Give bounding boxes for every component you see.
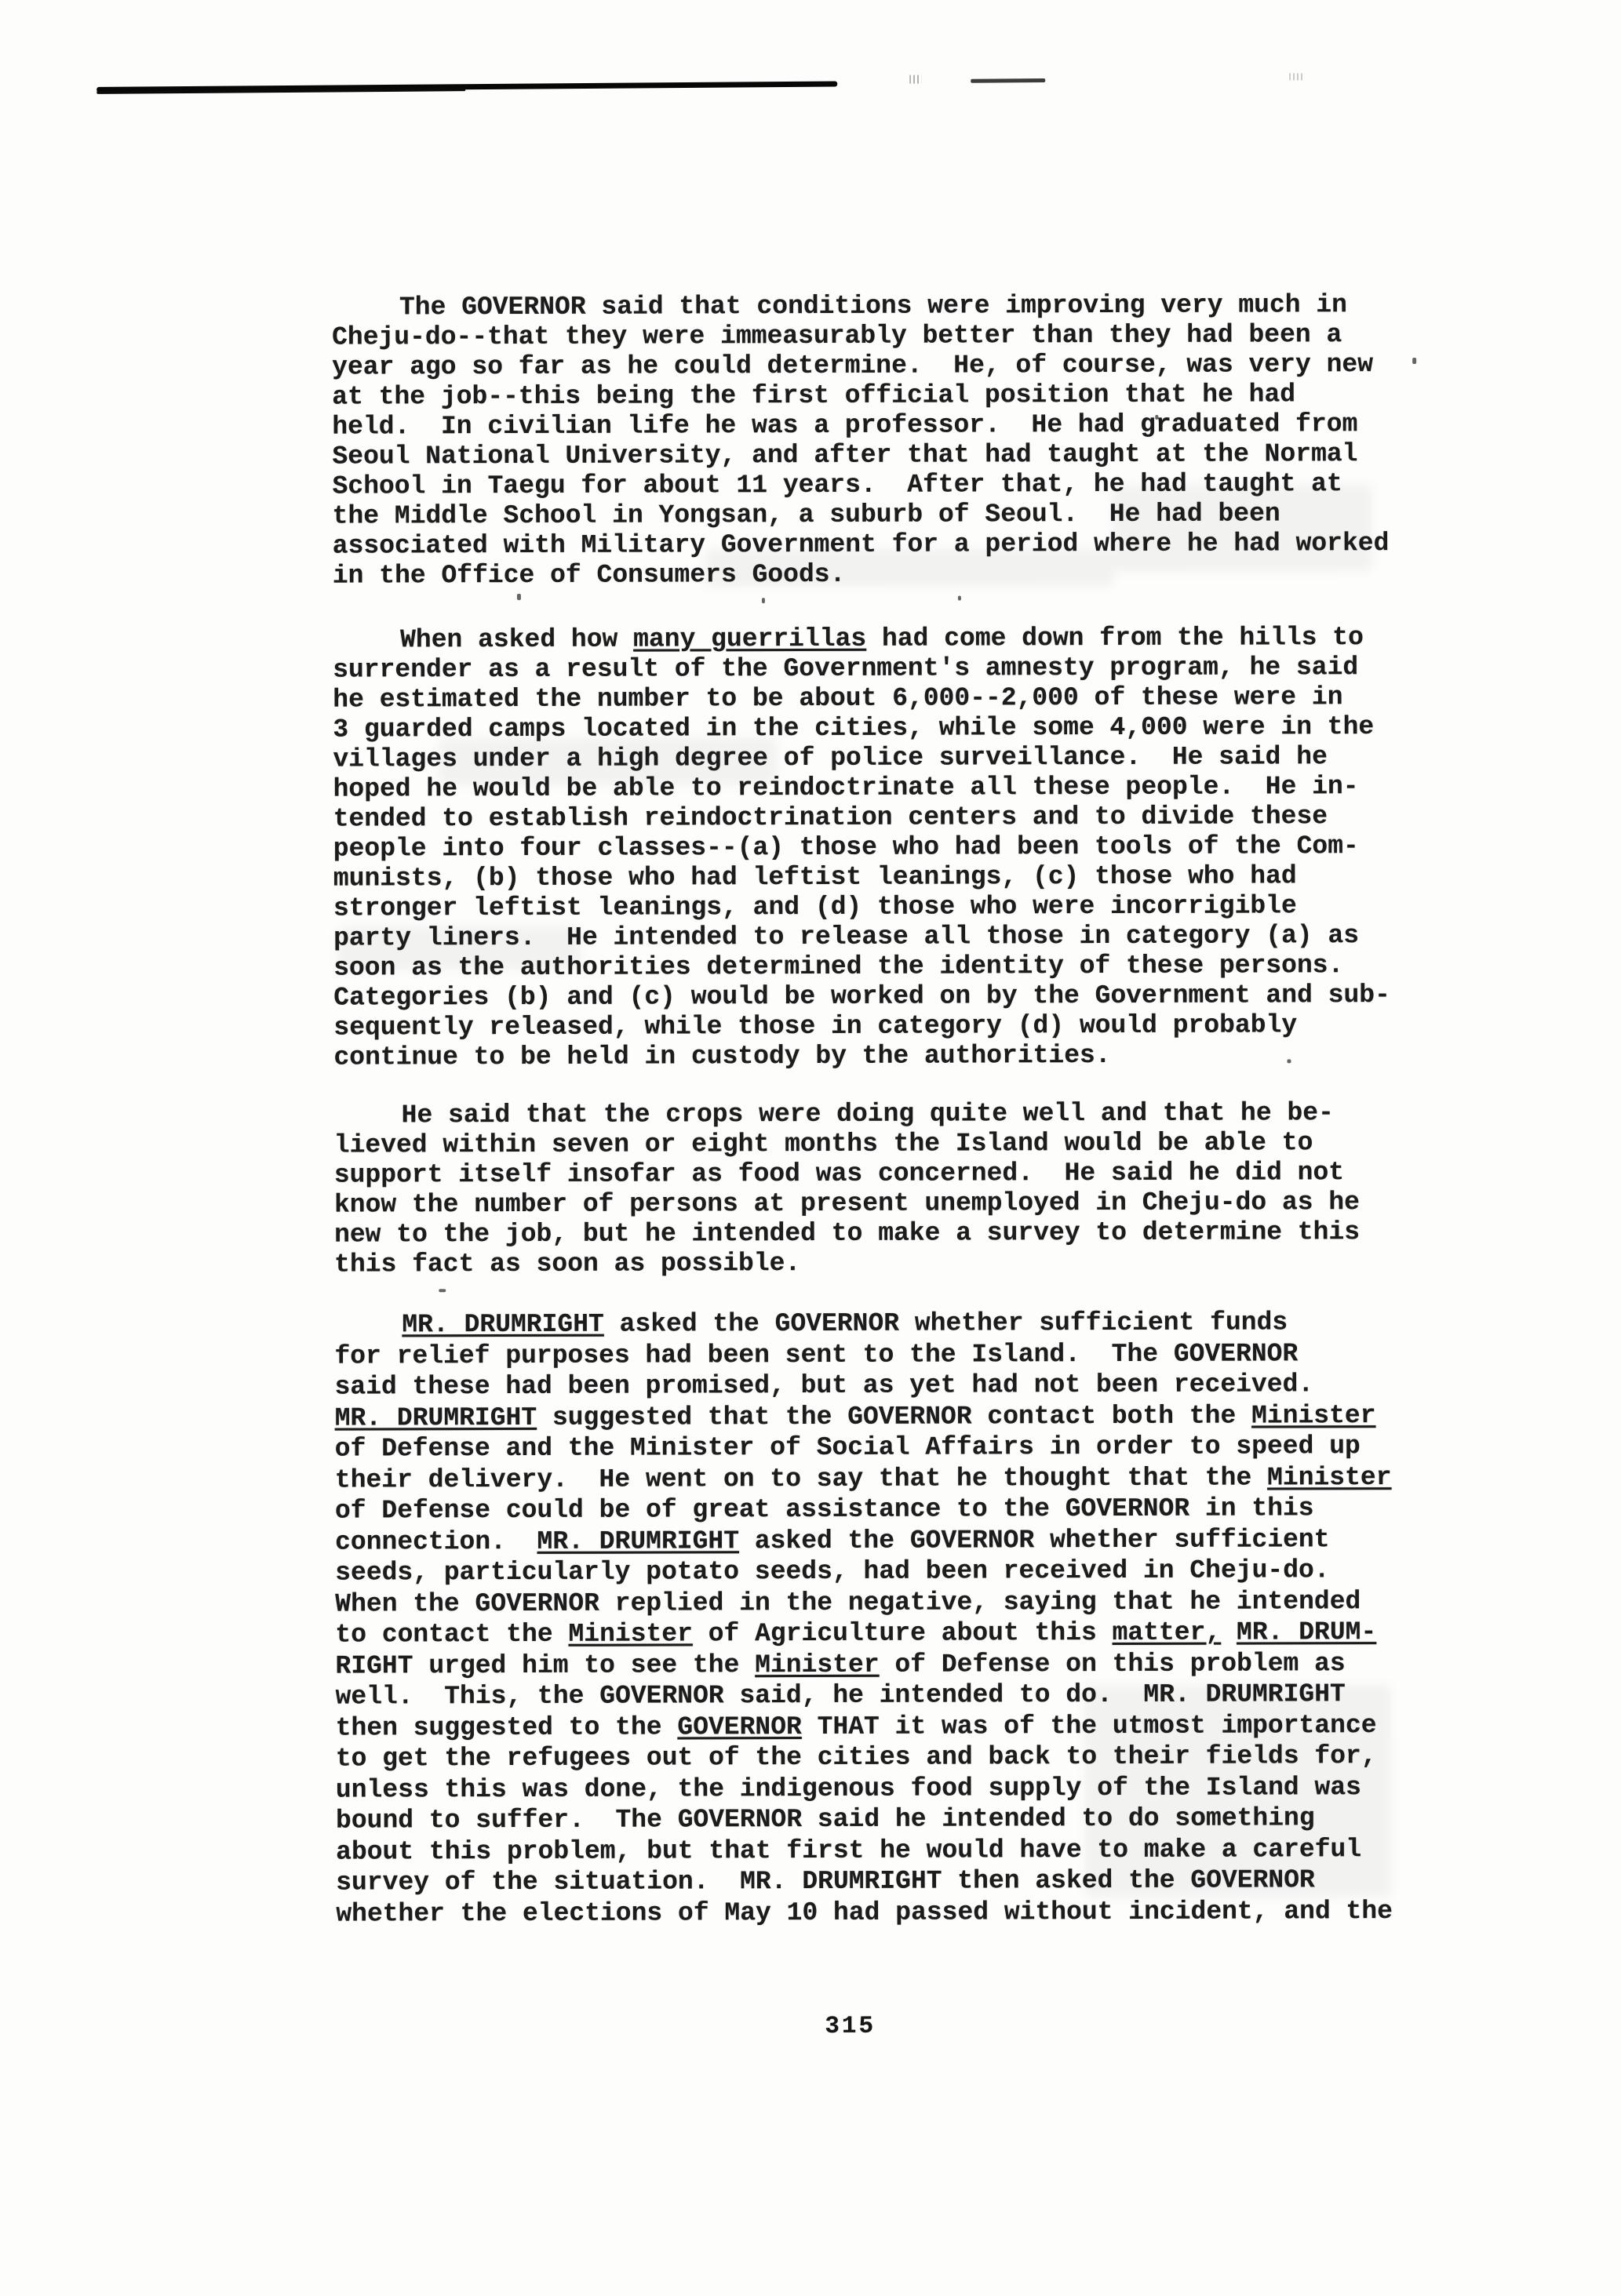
text-line — [335, 1647, 1414, 1681]
text-segment: villages under a high degree of police surveillance. He said he — [333, 742, 1328, 774]
text-segment: bound to suffer. The GOVERNOR said he intended to do something — [335, 1803, 1315, 1836]
text-segment: sequently released, while those in category (d) would probably — [333, 1010, 1298, 1042]
text-segment: the Middle School in Yongsan, a suburb of Seoul. He had been — [332, 499, 1280, 531]
text-line — [335, 1399, 1414, 1433]
underlined-text: MR. DRUMRIGHT — [334, 1403, 537, 1433]
text-segment: about this problem, but that first he would have to make a careful — [336, 1834, 1362, 1867]
scan-speck — [1412, 358, 1416, 364]
text-line — [334, 1128, 1413, 1161]
scan-artifact-tick — [1289, 73, 1302, 80]
underlined-text: Minister — [1267, 1462, 1392, 1492]
text-segment: When asked how — [400, 624, 634, 655]
text-segment: support itself insofar as food was concerned. He said he did not — [333, 1158, 1345, 1190]
text-segment: stronger leftist leanings, and (d) those who were incorrigible — [333, 891, 1297, 923]
underlined-text: GOVERNOR — [677, 1712, 802, 1741]
text-segment: hoped he would be able to reindoctrinate all these people. He in- — [333, 772, 1359, 804]
text-segment: Cheju-do--that they were immeasurably better than they had been a — [332, 320, 1342, 352]
text-segment: suggested that the GOVERNOR contact both the — [537, 1401, 1252, 1432]
text-segment: continue to be held in custody by the authorities. — [333, 1040, 1111, 1072]
text-line — [333, 772, 1412, 805]
scan-speck — [958, 595, 961, 600]
text-segment: party liners. He intended to release all those in category (a) as — [333, 921, 1360, 953]
text-segment: held. In civilian life he was a professor. He had graduated from — [332, 409, 1358, 442]
text-line — [333, 1040, 1412, 1073]
text-line — [336, 1771, 1415, 1805]
text-segment: associated with Military Government for a period where he had worked — [332, 529, 1390, 561]
text-segment: asked the GOVERNOR whether sufficient funds — [603, 1308, 1288, 1339]
text-line — [333, 951, 1412, 984]
text-segment: connection. — [335, 1526, 537, 1557]
text-line — [334, 1098, 1413, 1131]
text-line — [336, 1895, 1415, 1929]
text-line — [333, 802, 1412, 835]
text-segment: then suggested to the — [335, 1712, 678, 1743]
text-segment: whether the elections of May 10 had passed without incident, and the — [336, 1896, 1393, 1929]
text-segment: to contact the — [335, 1619, 569, 1650]
text-segment: School in Taegu for about 11 years. After that, he had taught at — [332, 469, 1342, 501]
text-segment: He said that the crops were doing quite well and that he be- — [401, 1098, 1334, 1130]
text-segment — [1221, 1618, 1237, 1647]
text-segment: for relief purposes had been sent to the Island. The GOVERNOR — [334, 1338, 1299, 1371]
text-line — [332, 290, 1411, 323]
scan-speck — [439, 1289, 446, 1292]
text-line — [333, 529, 1412, 562]
text-line — [333, 1010, 1412, 1043]
underlined-text: many guerrillas — [633, 624, 867, 654]
text-segment: this fact as soon as possible. — [334, 1249, 801, 1279]
text-segment: had come down from the hills to — [866, 623, 1364, 653]
text-segment: tended to establish reindoctrination centers and to divide these — [333, 802, 1328, 834]
text-line — [335, 1585, 1414, 1619]
text-line — [333, 921, 1412, 954]
text-line — [333, 831, 1412, 864]
text-line — [333, 742, 1412, 775]
text-line — [335, 1369, 1414, 1403]
text-segment: he estimated the number to be about 6,000--2,000 of these were in — [333, 682, 1343, 715]
text-line — [333, 653, 1412, 686]
document-body — [331, 0, 1410, 1929]
text-segment: RIGHT urged him to see the — [335, 1650, 756, 1681]
page-number: 315 — [825, 2012, 876, 2040]
text-line — [333, 499, 1412, 532]
text-line — [336, 1709, 1415, 1743]
text-segment: When the GOVERNOR replied in the negative, saying that he intended — [335, 1586, 1361, 1619]
text-segment: seeds, particularly potato seeds, had been received in Cheju-do. — [335, 1556, 1330, 1588]
text-line — [333, 559, 1412, 591]
text-line — [336, 1803, 1415, 1836]
text-line — [333, 861, 1412, 894]
text-segment: of Defense and the Minister of Social Affairs in order to speed up — [334, 1432, 1361, 1464]
text-segment: of Defense could be of great assistance to the GOVERNOR in this — [334, 1494, 1314, 1526]
text-line — [335, 1617, 1414, 1650]
text-line — [335, 1461, 1414, 1495]
scan-speck — [517, 594, 521, 600]
text-segment: survey of the situation. MR. DRUMRIGHT then asked the GOVERNOR — [336, 1865, 1315, 1898]
text-segment: of Defense on this problem as — [879, 1648, 1346, 1679]
text-segment: 3 guarded camps located in the cities, while some 4,000 were in the — [333, 712, 1375, 744]
text-line — [335, 1493, 1414, 1526]
text-line — [334, 1158, 1413, 1191]
text-segment: Seoul National University, and after that had taught at the Normal — [332, 439, 1358, 471]
text-line — [332, 380, 1411, 413]
underlined-text: Minister — [568, 1619, 693, 1649]
underlined-text: Minister — [755, 1650, 880, 1679]
text-segment: asked the GOVERNOR whether sufficient — [738, 1524, 1330, 1556]
text-segment: people into four classes--(a) those who had been tools of the Com- — [333, 831, 1359, 864]
text-segment: soon as the authorities determined the identity of these persons. — [333, 951, 1344, 983]
text-line — [336, 1741, 1415, 1774]
underlined-text: MR. DRUMRIGHT — [537, 1526, 740, 1556]
text-line — [333, 891, 1412, 924]
text-line — [333, 682, 1412, 715]
text-segment: said these had been promised, but as yet had not been received. — [334, 1370, 1314, 1402]
text-line — [334, 1217, 1413, 1250]
underlined-text: Minister — [1251, 1400, 1376, 1431]
text-segment: well. This, the GOVERNOR said, he intended to do. MR. DRUMRIGHT — [335, 1679, 1346, 1712]
text-line — [335, 1555, 1414, 1588]
text-segment: year ago so far as he could determine. He, of course, was very new — [332, 350, 1374, 382]
text-line — [336, 1833, 1415, 1867]
scan-artifact-rule — [97, 81, 837, 92]
text-segment: in the Office of Consumers Goods. — [332, 559, 846, 591]
text-line — [332, 350, 1411, 383]
scan-artifact-rule-segment — [971, 78, 1045, 83]
underlined-text: MR. DRUM- — [1236, 1617, 1377, 1647]
scan-artifact-tick — [909, 75, 921, 84]
text-line — [332, 320, 1411, 353]
text-line — [336, 1679, 1415, 1712]
text-line — [336, 1865, 1415, 1898]
text-line — [333, 712, 1412, 745]
underlined-text: MR. DRUMRIGHT — [402, 1309, 604, 1340]
underlined-text: matter, — [1112, 1617, 1222, 1647]
paragraph-3 — [334, 1098, 1414, 1280]
text-segment: new to the job, but he intended to make a survey to determine this — [334, 1217, 1361, 1250]
text-segment: to get the refugees out of the cities and back to their fields for, — [335, 1741, 1377, 1774]
text-segment: their delivery. He went on to say that he thought that the — [334, 1462, 1268, 1495]
paragraph-4 — [334, 1307, 1415, 1930]
text-line — [333, 981, 1412, 1013]
text-segment: The GOVERNOR said that conditions were improving very much in — [399, 290, 1348, 322]
text-segment: surrender as a result of the Government's amnesty program, he said — [333, 653, 1359, 685]
text-segment: THAT it was of the utmost importance — [801, 1710, 1377, 1741]
text-segment: at the job--this being the first official position that he had — [332, 380, 1296, 412]
text-line — [335, 1523, 1414, 1557]
text-line — [334, 1337, 1413, 1371]
text-segment: munists, (b) those who had leftist leanings, (c) those who had — [333, 861, 1297, 893]
text-segment: of Agriculture about this — [692, 1617, 1113, 1649]
text-segment: lieved within seven or eight months the Island would be able to — [333, 1128, 1313, 1160]
text-segment: unless this was done, the indigenous food supply of the Island was — [335, 1772, 1361, 1805]
text-line — [332, 409, 1411, 442]
text-line — [333, 469, 1412, 502]
text-line — [334, 1247, 1413, 1280]
scan-speck — [762, 598, 765, 603]
text-segment: know the number of persons at present unemployed in Cheju-do as he — [333, 1188, 1361, 1220]
paragraph-2 — [333, 623, 1412, 1073]
text-line — [333, 623, 1412, 656]
text-segment: Categories (b) and (c) would be worked on by the Government and sub- — [333, 981, 1390, 1013]
text-line — [334, 1307, 1413, 1341]
text-line — [335, 1431, 1414, 1465]
text-line — [334, 1188, 1413, 1221]
paragraph-1 — [332, 290, 1412, 591]
text-line — [332, 439, 1411, 472]
